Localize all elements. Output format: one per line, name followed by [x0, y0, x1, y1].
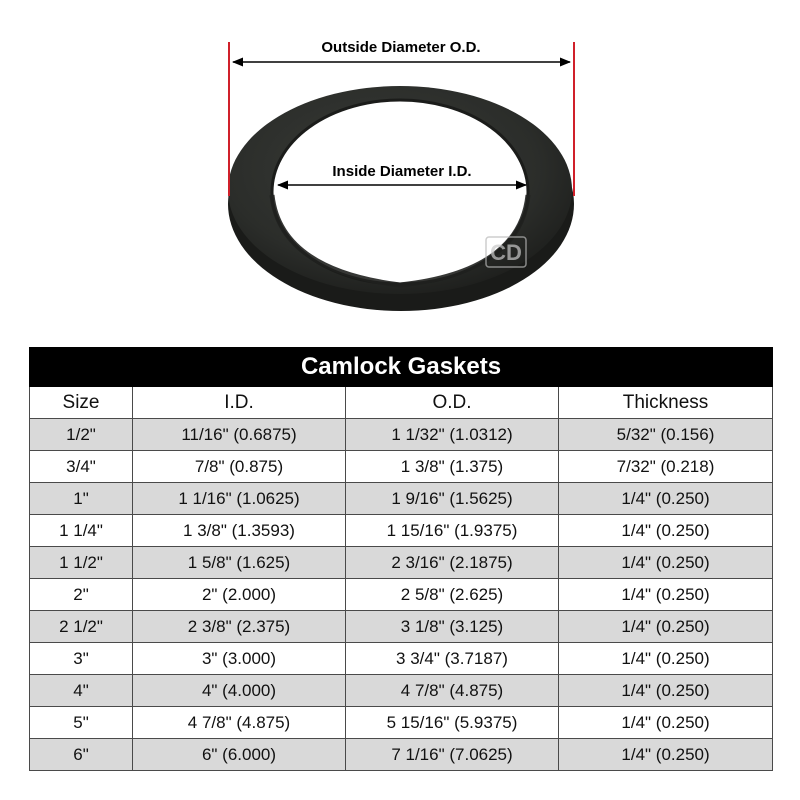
cell-size: 1 1/4" — [30, 515, 133, 547]
gasket-diagram — [0, 0, 800, 340]
cell-id: 11/16" (0.6875) — [133, 419, 346, 451]
table-title: Camlock Gaskets — [30, 348, 773, 387]
cell-size: 4" — [30, 675, 133, 707]
header-id: I.D. — [133, 387, 346, 419]
header-thickness: Thickness — [559, 387, 773, 419]
cell-size: 3" — [30, 643, 133, 675]
cell-od: 1 3/8" (1.375) — [346, 451, 559, 483]
id-label: Inside Diameter I.D. — [332, 163, 472, 180]
cell-thickness: 1/4" (0.250) — [559, 611, 773, 643]
cell-id: 1 5/8" (1.625) — [133, 547, 346, 579]
cell-od: 4 7/8" (4.875) — [346, 675, 559, 707]
cell-size: 5" — [30, 707, 133, 739]
cell-id: 3" (3.000) — [133, 643, 346, 675]
cell-od: 2 5/8" (2.625) — [346, 579, 559, 611]
gasket-size-table-wrapper — [29, 347, 772, 771]
cell-thickness: 7/32" (0.218) — [559, 451, 773, 483]
cell-od: 5 15/16" (5.9375) — [346, 707, 559, 739]
cell-od: 1 15/16" (1.9375) — [346, 515, 559, 547]
header-size: Size — [30, 387, 133, 419]
cell-size: 1" — [30, 483, 133, 515]
cell-od: 3 3/4" (3.7187) — [346, 643, 559, 675]
cell-size: 2 1/2" — [30, 611, 133, 643]
cell-size: 3/4" — [30, 451, 133, 483]
cell-thickness: 1/4" (0.250) — [559, 515, 773, 547]
table-header-row — [30, 387, 773, 419]
table-row — [30, 419, 773, 451]
cell-thickness: 1/4" (0.250) — [559, 579, 773, 611]
cell-size: 1 1/2" — [30, 547, 133, 579]
watermark-text: CD — [490, 240, 522, 265]
table-row — [30, 675, 773, 707]
table-row — [30, 707, 773, 739]
table-row — [30, 483, 773, 515]
table-row — [30, 611, 773, 643]
cell-od: 3 1/8" (3.125) — [346, 611, 559, 643]
cell-id: 4 7/8" (4.875) — [133, 707, 346, 739]
cell-od: 2 3/16" (2.1875) — [346, 547, 559, 579]
cd-watermark-logo — [486, 237, 526, 267]
cell-id: 2 3/8" (2.375) — [133, 611, 346, 643]
gasket-size-table — [29, 347, 773, 771]
cell-size: 1/2" — [30, 419, 133, 451]
cell-id: 2" (2.000) — [133, 579, 346, 611]
cell-thickness: 1/4" (0.250) — [559, 739, 773, 771]
cell-thickness: 1/4" (0.250) — [559, 675, 773, 707]
cell-size: 2" — [30, 579, 133, 611]
table-row — [30, 515, 773, 547]
cell-od: 1 1/32" (1.0312) — [346, 419, 559, 451]
cell-size: 6" — [30, 739, 133, 771]
table-row — [30, 451, 773, 483]
od-label: Outside Diameter O.D. — [321, 39, 481, 56]
cell-id: 1 1/16" (1.0625) — [133, 483, 346, 515]
gasket-image — [228, 86, 574, 311]
cell-id: 6" (6.000) — [133, 739, 346, 771]
cell-thickness: 1/4" (0.250) — [559, 707, 773, 739]
cell-thickness: 1/4" (0.250) — [559, 547, 773, 579]
cell-id: 7/8" (0.875) — [133, 451, 346, 483]
table-row — [30, 643, 773, 675]
cell-thickness: 1/4" (0.250) — [559, 643, 773, 675]
table-row — [30, 739, 773, 771]
cell-id: 1 3/8" (1.3593) — [133, 515, 346, 547]
table-row — [30, 547, 773, 579]
cell-od: 7 1/16" (7.0625) — [346, 739, 559, 771]
cell-thickness: 1/4" (0.250) — [559, 483, 773, 515]
cell-od: 1 9/16" (1.5625) — [346, 483, 559, 515]
header-od: O.D. — [346, 387, 559, 419]
cell-thickness: 5/32" (0.156) — [559, 419, 773, 451]
table-row — [30, 579, 773, 611]
cell-id: 4" (4.000) — [133, 675, 346, 707]
